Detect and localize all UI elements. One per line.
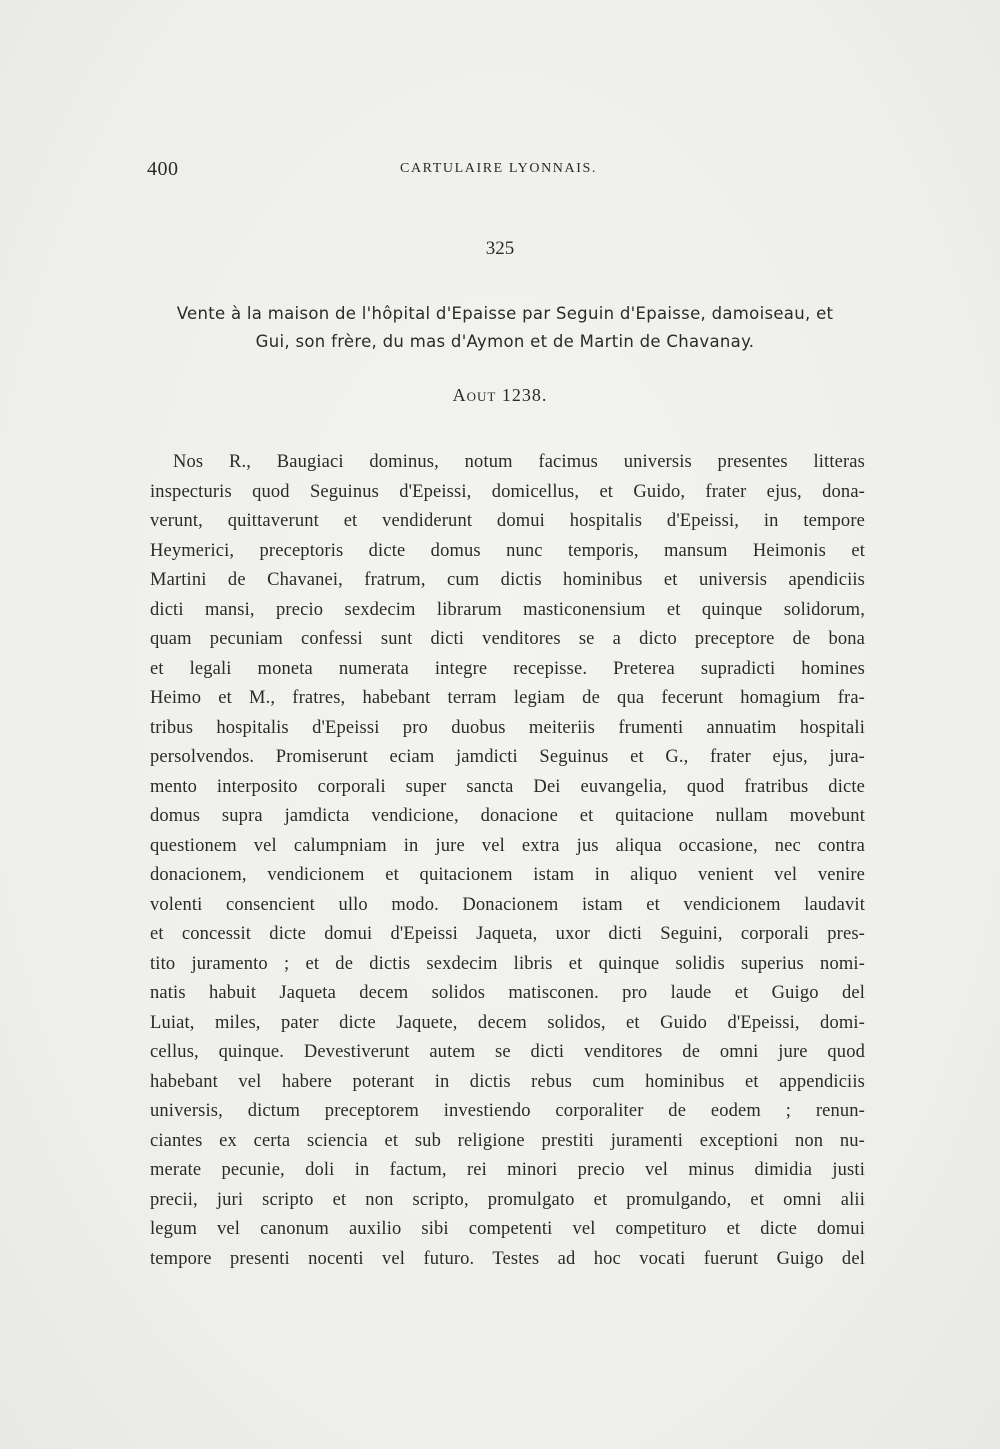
body-line: volenti consencient ullo modo. Donacionem istam et vendicionem laudavit xyxy=(150,894,865,915)
body-line: precii, juri scripto et non scripto, promulgato et promulgando, et omni alii xyxy=(150,1189,865,1210)
charter-date xyxy=(0,385,1000,406)
body-line: domus supra jamdicta vendicione, donacione et quitacione nullam movebunt xyxy=(150,806,865,826)
body-line: persolvendos. Promiserunt eciam jamdicti Seguinus et G., frater ejus, jura- xyxy=(150,747,865,767)
body-line: questionem vel calumpniam in jure vel extra jus aliqua occasione, nec contra xyxy=(150,835,865,856)
body-line: Nos R., Baugiaci dominus, notum facimus universis presentes litteras xyxy=(173,452,865,472)
body-line: tempore presenti nocenti vel futuro. Testes ad hoc vocati fuerunt Guigo del xyxy=(150,1248,865,1269)
body-line: Heimo et M., fratres, habebant terram legiam de qua fecerunt homagium fra- xyxy=(150,688,865,708)
body-line: natis habuit Jaqueta decem solidos matisconen. pro laude et Guigo del xyxy=(150,983,865,1003)
body-line: universis, dictum preceptorem investiendo corporaliter de eodem ; renun- xyxy=(150,1101,865,1121)
body-line: et legali moneta numerata integre recepisse. Preterea supradicti homines xyxy=(150,658,865,679)
body-line: quam pecuniam confessi sunt dicti venditores se a dicto preceptore de bona xyxy=(150,629,865,649)
charter-number: 325 xyxy=(485,238,515,259)
charter-body xyxy=(150,448,865,1274)
body-line: verunt, quittaverunt et vendiderunt domui hospitalis d'Epeissi, in tempore xyxy=(150,511,865,531)
body-line: habebant vel habere poterant in dictis rebus cum hominibus et appendiciis xyxy=(150,1071,865,1092)
charter-date-text: Aout 1238. xyxy=(452,385,548,405)
running-head xyxy=(147,158,867,186)
body-line: tito juramento ; et de dictis sexdecim libris et quinque solidis superius nomi- xyxy=(150,953,865,974)
body-line: dicti mansi, precio sexdecim librarum masticonensium et quinque solidorum, xyxy=(150,599,865,620)
page-number: 400 xyxy=(147,158,179,180)
body-line: cellus, quinque. Devestiverunt autem se dicti venditores de omni jure quod xyxy=(150,1042,865,1062)
body-line: tribus hospitalis d'Epeissi pro duobus meiteriis frumenti annuatim hospitali xyxy=(150,717,865,738)
body-line: Martini de Chavanei, fratrum, cum dictis hominibus et universis apendiciis xyxy=(150,570,865,590)
body-line: Heymerici, preceptoris dicte domus nunc temporis, mansum Heimonis et xyxy=(150,540,865,561)
body-line: merate pecunie, doli in factum, rei minori precio vel minus dimidia justi xyxy=(150,1160,865,1180)
body-line: legum vel canonum auxilio sibi competenti vel competituro et dicte domui xyxy=(150,1219,865,1239)
charter-heading-line: Gui, son frère, du mas d'Aymon et de Martin de Chavanay. xyxy=(255,332,755,351)
body-line: mento interposito corporali super sancta Dei euvangelia, quod fratribus dicte xyxy=(150,776,865,797)
charter-heading-line: Vente à la maison de l'hôpital d'Epaisse par Seguin d'Epaisse, damoiseau, et xyxy=(176,304,834,323)
body-line: inspecturis quod Seguinus d'Epeissi, domicellus, et Guido, frater ejus, dona- xyxy=(150,481,865,502)
body-line: et concessit dicte domui d'Epeissi Jaqueta, uxor dicti Seguini, corporali pres- xyxy=(150,924,865,944)
body-line: Luiat, miles, pater dicte Jaquete, decem solidos, et Guido d'Epeissi, domi- xyxy=(150,1012,865,1033)
body-line: donacionem, vendicionem et quitacionem istam in aliquo venient vel venire xyxy=(150,865,865,885)
charter-heading xyxy=(145,300,865,356)
running-title: CARTULAIRE LYONNAIS. xyxy=(400,161,597,176)
body-line: ciantes ex certa sciencia et sub religione prestiti juramenti exceptioni non nu- xyxy=(150,1130,865,1151)
